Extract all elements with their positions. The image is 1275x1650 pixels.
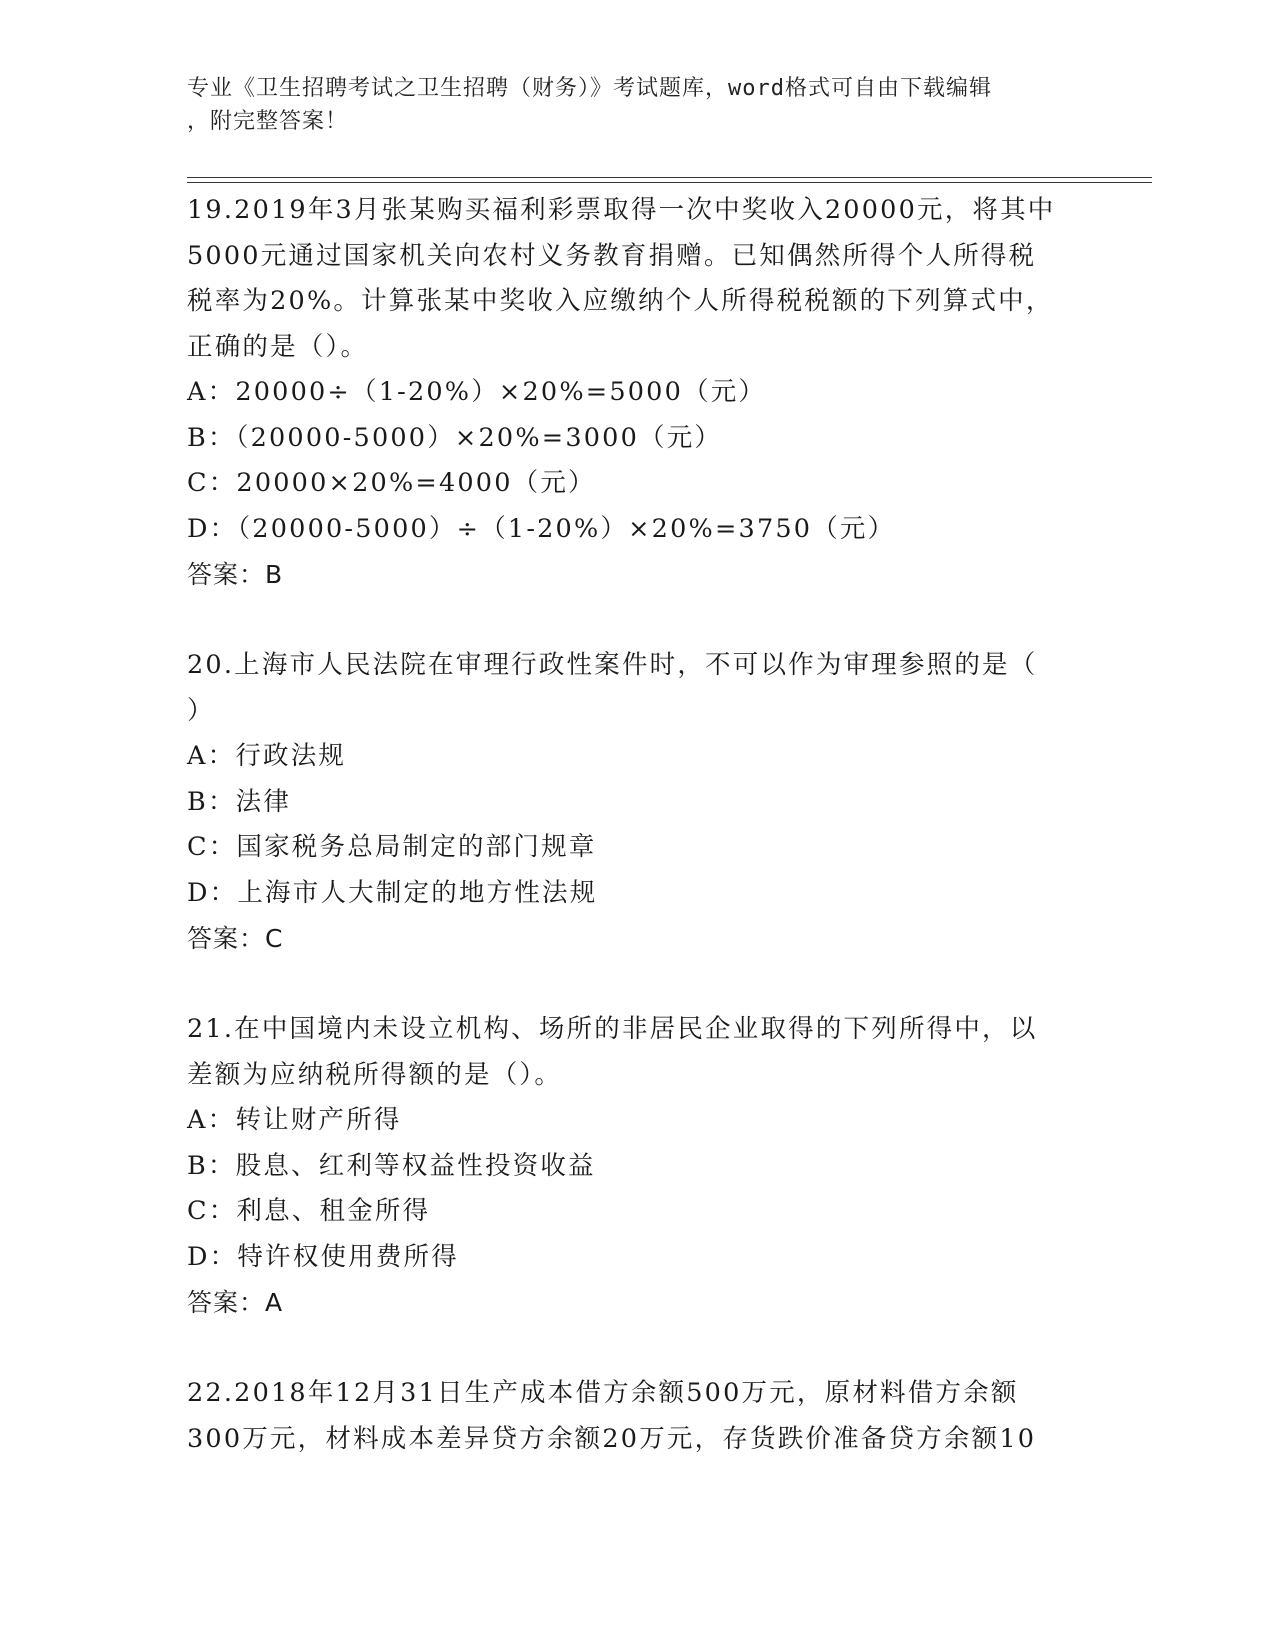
option-a: A：20000÷（1-20%）×20%=5000（元） xyxy=(187,377,767,407)
option-a: A：转让财产所得 xyxy=(187,1105,402,1135)
header-line-1: 专业《卫生招聘考试之卫生招聘（财务）》考试题库，word格式可自由下载编辑 xyxy=(187,76,992,101)
question-text-line: 21.在中国境内未设立机构、场所的非居民企业取得的下列所得中，以 xyxy=(187,1014,1038,1044)
document-header xyxy=(187,72,1067,138)
header-line-2: ，附完整答案！ xyxy=(187,109,349,134)
question-text-line: 正确的是（）。 xyxy=(187,331,369,362)
question-19 xyxy=(187,188,1087,598)
header-rule-bottom xyxy=(187,182,1152,183)
question-20 xyxy=(187,643,1087,962)
option-b: B：股息、红利等权益性投资收益 xyxy=(187,1150,596,1181)
question-text-line: 19.2019年3月张某购买福利彩票取得一次中奖收入20000元，将其中 xyxy=(187,195,1056,225)
option-b: B：法律 xyxy=(187,786,292,817)
option-d: D：（20000-5000）÷（1-20%）×20%=3750（元） xyxy=(187,513,896,544)
option-c: C：20000×20%=4000（元） xyxy=(187,468,596,498)
question-list xyxy=(187,188,1087,1508)
option-d: D：特许权使用费所得 xyxy=(187,1241,459,1272)
question-text-line: 20.上海市人民法院在审理行政性案件时，不可以作为审理参照的是（ xyxy=(187,650,1038,680)
question-text-line: 税率为20%。计算张某中奖收入应缴纳个人所得税税额的下列算式中， xyxy=(187,286,1054,316)
option-c: C：利息、租金所得 xyxy=(187,1196,431,1226)
question-22 xyxy=(187,1371,1087,1462)
option-a: A：行政法规 xyxy=(187,741,347,771)
option-b: B：（20000-5000）×20%=3000（元） xyxy=(187,422,723,453)
question-text-line: 22.2018年12月31日生产成本借方余额500万元，原材料借方余额 xyxy=(187,1378,1019,1408)
question-text-line: 300万元，材料成本差异贷方余额20万元，存货跌价准备贷方余额10 xyxy=(187,1423,1037,1454)
question-text-line: 差额为应纳税所得额的是（）。 xyxy=(187,1059,563,1090)
question-21 xyxy=(187,1007,1087,1326)
answer: 答案：C xyxy=(187,924,284,953)
answer: 答案：A xyxy=(187,1288,284,1317)
option-d: D：上海市人大制定的地方性法规 xyxy=(187,877,598,908)
question-text-line: 5000元通过国家机关向农村义务教育捐赠。已知偶然所得个人所得税 xyxy=(187,240,1037,271)
question-text-line: ） xyxy=(187,695,215,726)
option-c: C：国家税务总局制定的部门规章 xyxy=(187,832,597,862)
answer: 答案：B xyxy=(187,560,284,589)
header-rule-top xyxy=(187,177,1152,178)
